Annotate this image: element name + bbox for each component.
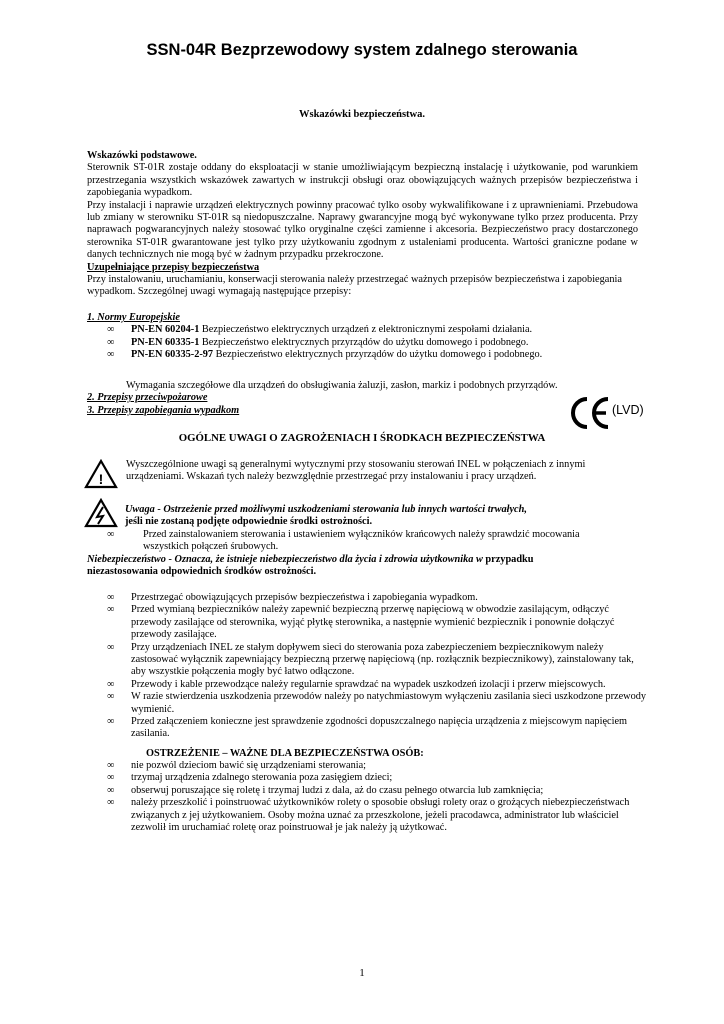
bullet-icon: ∞ — [107, 784, 115, 796]
norm-code: PN-EN 60335-2-97 — [131, 349, 214, 361]
list-item — [87, 592, 647, 604]
document-title: SSN-04R Bezprzewodowy system zdalnego sterowania — [146, 41, 578, 59]
accident-regulations-heading: 3. Przepisy zapobiegania wypadkom — [87, 405, 240, 416]
rule-text: W razie stwierdzenia uszkodzenia przewodów należy po natychmiastowym wyłączeniu zasilania sieci uszkodzone przewody wymienić. — [131, 691, 647, 715]
rule-text: Przed załączeniem konieczne jest sprawdzenie zgodności dopuszczalnego napięcia urządzenia z miejscowym napięciem zasilania. — [131, 716, 628, 740]
list-item — [87, 691, 647, 716]
supplementary-heading: Uzupełniające przepisy bezpieczeństwa — [87, 261, 260, 273]
safety-text: trzymaj urządzenia zdalnego sterowania poza zasięgiem dzieci; — [131, 772, 393, 784]
warning-sign — [84, 459, 118, 489]
rule-text: Przestrzegać obowiązujących przepisów bezpieczeństwa i zapobiegania wypadkom. — [131, 592, 478, 603]
list-item — [87, 604, 647, 641]
caution-item — [107, 529, 627, 554]
exclamation-mark: ! — [98, 471, 104, 487]
bullet-icon: ∞ — [107, 678, 115, 690]
page-number: 1 — [359, 967, 365, 979]
rule-text: Przy urządzeniach INEL ze stałym dopływem sieci do sterowania poza zabezpieczeniem bezpiecznikowym należy zastosować wyłącznik zapewniający bezpieczną przerwę napięciową (np. rozłącznik bezpiecznikowy), zainstalowany tak, aby wszystkie połączenia mogły być łatwo odłączone. — [131, 641, 634, 678]
basic-paragraph-1: Sterownik ST-01R zostaje oddany do eksploatacji w stanie umożliwiającym bezpieczną instalację i użytkowanie, pod warunkiem przestrzegania wszystkich wskazówek zawartych w instrukcji obsługi oraz obowiązujących ważnych przepisów bezpieczeństwa i zapobiegania wypadkom. — [87, 162, 638, 199]
safety-text: należy przeszkolić i poinstruować użytkowników rolety o sposobie obsługi rolety oraz o grożących niebezpieczeństwach związanych z jej użytkowaniem. Osoby można uznać za przeszkolone, jeżeli pracodawca, administrator lub właściciel zezwolił im uruchamiać roletę oraz poinstruował je jak należy ją użytkować. — [131, 797, 630, 834]
caution-sign — [84, 498, 118, 528]
general-warning-text: Wyszczególnione uwagi są generalnymi wytycznymi przy stosowaniu sterowań INEL w połączeniach z innymi urządzeniami. Wskazań tych należy bezwzględnie przestrzegać przy instalowaniu i pracy urządzeń. — [126, 459, 586, 483]
caution-italic: Uwaga - Ostrzeżenie przed możliwymi uszkodzeniami sterowania lub innych wartości trwałych, — [125, 504, 527, 515]
fire-regulations-heading: 2. Przepisy przeciwpożarowe — [87, 392, 208, 403]
ce-mark-label: CE — [568, 396, 570, 397]
norm-text: Bezpieczeństwo elektrycznych urządzeń z elektronicznymi zespołami działania. — [199, 324, 533, 336]
basic-guidelines — [87, 150, 638, 299]
safety-text: obserwuj poruszające się roletę i trzymaj ludzi z dala, aż do czasu pełnego otwarcia lub zamknięcia; — [131, 784, 544, 796]
norm-item — [87, 349, 638, 361]
norm-code: PN-EN 60204-1 — [131, 324, 200, 336]
safety-heading: OSTRZEŻENIE – WAŻNE DLA BEZPIECZEŃSTWA OSÓB: — [146, 748, 424, 759]
list-item — [87, 716, 647, 741]
norms-heading: 1. Normy Europejskie — [87, 312, 180, 323]
bullet-icon: ∞ — [107, 797, 115, 809]
bullet-icon: ∞ — [107, 336, 115, 348]
lvd-label: (LVD) — [612, 403, 644, 417]
norm-text: Bezpieczeństwo elektrycznych przyrządów do użytku domowego i podobnego. — [213, 349, 543, 361]
danger-bold-1: przypadku — [482, 554, 534, 565]
basic-heading: Wskazówki podstawowe. — [87, 150, 197, 161]
list-item — [87, 785, 647, 797]
list-item — [87, 772, 647, 784]
bullet-icon: ∞ — [107, 324, 115, 336]
ce-mark — [568, 396, 610, 430]
norms-note: Wymagania szczegółowe dla urządzeń do obsługiwania żaluzji, zasłon, markiz i podobnych przyrządów. — [126, 380, 558, 391]
danger-bold-2: niezastosowania odpowiednich środków ostrożności. — [87, 566, 317, 578]
caution-item-text: Przed zainstalowaniem sterowania i ustawieniem wyłączników krańcowych należy sprawdzić mocowania wszystkich połączeń śrubowych. — [143, 529, 580, 553]
list-item — [87, 642, 647, 679]
norm-text: Bezpieczeństwo elektrycznych przyrządów do użytku domowego i podobnego. — [199, 336, 529, 348]
supplementary-paragraph: Przy instalowaniu, uruchamianiu, konserwacji sterowania należy przestrzegać ważnych przepisów bezpieczeństwa i zapobiegania wypadkom. Szczególnej uwagi wymagają następujące przepisy: — [87, 274, 622, 298]
bullet-icon: ∞ — [107, 604, 115, 616]
bullet-icon: ∞ — [107, 592, 115, 603]
safety-text: nie pozwól dzieciom bawić się urządzeniami sterowania; — [131, 760, 367, 771]
list-item — [87, 760, 647, 772]
bullet-icon: ∞ — [107, 772, 115, 784]
bullet-icon: ∞ — [107, 641, 115, 653]
warning-triangle-icon — [84, 459, 118, 489]
norms-section — [87, 312, 638, 362]
bullet-icon: ∞ — [107, 349, 115, 361]
section-subtitle: Wskazówki bezpieczeństwa. — [299, 109, 425, 120]
danger-block — [87, 554, 647, 579]
rule-text: Przewody i kable przewodzące należy regularnie sprawdzać na wypadek uszkodzeń izolacji i przerw miejscowych. — [131, 678, 606, 690]
list-item — [87, 679, 647, 691]
list-item — [87, 797, 647, 834]
high-voltage-icon — [84, 498, 118, 528]
bullet-icon: ∞ — [107, 760, 115, 771]
general-warnings-heading: OGÓLNE UWAGI O ZAGROŻENIACH I ŚRODKACH BEZPIECZEŃSTWA — [178, 432, 546, 444]
rules-list — [87, 592, 647, 741]
safety-list — [87, 760, 647, 834]
danger-italic: Niebezpieczeństwo - Oznacza, że istnieje niebezpieczeństwo dla życia i zdrowia użytkownika w — [87, 554, 483, 565]
bullet-icon: ∞ — [107, 691, 115, 703]
norm-item — [87, 337, 638, 349]
caution-block — [125, 504, 645, 529]
bullet-icon: ∞ — [107, 716, 115, 728]
bullet-icon: ∞ — [107, 529, 115, 540]
rule-text: Przed wymianą bezpieczników należy zapewnić bezpieczną przerwę napięciową w obwodzie zasilającym, odłączyć przewody zasilające od sterownika, wyjąć płytkę sterownika, a następnie wymienić bezpiecznik i ponownie dołączyć przewody zasilające. — [131, 604, 615, 641]
basic-paragraph-2: Przy instalacji i naprawie urządzeń elektrycznych powinny pracować tylko osoby wykwalifikowane i z uprawnieniami. Przebudowa lub zmiany w sterowniku ST-01R są niedopuszczalne. Naprawy gwarancyjne mogą być wykonywane tylko przez producenta. Przy naprawach pogwarancyjnych należy stosować tylko oryginalne części zamienne i akcesoria. Bezpieczeństwo pracy dostarczonego sterownika ST-01R gwarantowane jest tylko przy użytkowaniu zgodnym z ustaleniami producenta. Wartości graniczne podane w danych technicznych nie mogą być w żadnym przypadku przekroczone. — [87, 199, 638, 261]
norm-code: PN-EN 60335-1 — [131, 336, 200, 348]
caution-bold: jeśli nie zostaną podjęte odpowiednie środki ostrożności. — [125, 516, 373, 528]
norm-item — [87, 324, 638, 336]
ce-mark-icon — [568, 396, 610, 430]
